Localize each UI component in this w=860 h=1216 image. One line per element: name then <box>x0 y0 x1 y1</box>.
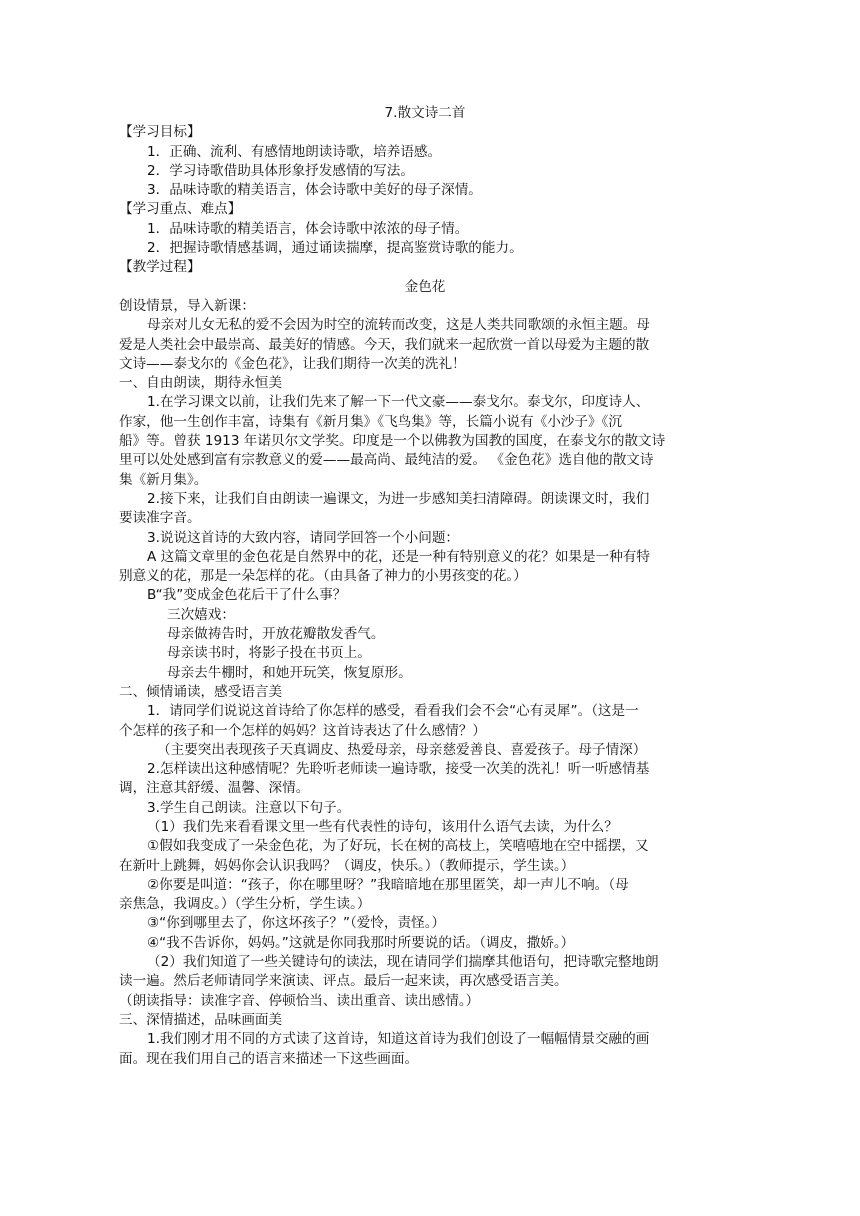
body-line: 1.在学习课文以前，让我们先来了解一下一代文豪——泰戈尔。泰戈尔，印度诗人、 <box>147 394 650 411</box>
body-line: ②你要是叫道：“孩子，你在哪里呀？”我暗暗地在那里匿笑，却一声儿不响。（母 <box>147 876 629 893</box>
objective-item: 2．学习诗歌借助具体形象抒发感情的写法。 <box>147 162 414 179</box>
process-heading: 【教学过程】 <box>119 259 201 276</box>
objective-item: 1．正确、流利、有感情地朗读诗歌，培养语感。 <box>147 143 442 160</box>
body-line: 船》等。曾获 1913 年诺贝尔文学奖。印度是一个以佛教为国教的国度，在泰戈尔的散文诗 <box>119 433 666 450</box>
body-line: 爱是人类社会中最崇高、最美好的情感。今天，我们就来一起欣赏一首以母爱为主题的散 <box>119 336 650 353</box>
body-line: 作家，他一生创作丰富，诗集有《新月集》《飞鸟集》等，长篇小说有《小沙子》《沉 <box>119 413 622 430</box>
body-line: B“我”变成金色花后干了什么事？ <box>147 587 347 604</box>
body-line: （主要突出表现孩子天真调皮、热爱母亲，母亲慈爱善良、喜爱孩子。母子情深） <box>157 741 647 758</box>
section-heading: 一、自由朗读，期待永恒美 <box>119 375 283 392</box>
body-line: 3.学生自己朗读。注意以下句子。 <box>147 799 351 816</box>
body-line: 3.说说这首诗的大致内容，请同学回答一个小问题： <box>147 529 460 546</box>
body-line: 母亲去牛棚时，和她开玩笑，恢复原形。 <box>167 664 412 681</box>
body-line: 亲焦急，我调皮。）（学生分析，学生读。） <box>119 896 371 913</box>
body-line: A 这篇文章里的金色花是自然界中的花，还是一种有特别意义的花？如果是一种有特 <box>147 548 650 565</box>
focus-item: 1．品味诗歌的精美语言，体会诗歌中浓浓的母子情。 <box>147 220 469 237</box>
body-line: 1．请同学们说说这首诗给了你怎样的感受，看看我们会不会“心有灵犀”。（这是一 <box>147 703 639 720</box>
body-line: 读一遍。然后老师请同学来演读、评点。最后一起来读，再次感受语言美。 <box>119 973 568 990</box>
body-line: 2.接下来，让我们自由朗读一遍课文，为进一步感知美扫清障碍。朗读课文时，我们 <box>147 490 650 507</box>
document-content <box>119 104 731 1069</box>
body-line: 别意义的花，那是一朵怎样的花。（由具备了神力的小男孩变的花。） <box>119 568 527 585</box>
body-line: 母亲做祷告时，开放花瓣散发香气。 <box>167 626 385 643</box>
document-title: 7.散文诗二首 <box>384 105 466 121</box>
body-line: ①假如我变成了一朵金色花，为了好玩，长在树的高枝上，笑嘻嘻地在空中摇摆，又 <box>147 838 649 855</box>
body-line: 在新叶上跳舞，妈妈你会认识我吗？（调皮，快乐。）（教师提示，学生读。） <box>119 857 575 874</box>
body-line: 1.我们刚才用不同的方式读了这首诗，知道这首诗为我们创设了一幅幅情景交融的画 <box>147 1031 650 1048</box>
body-line: 三次嬉戏： <box>167 606 235 623</box>
body-line: ③“你到哪里去了，你这坏孩子？”（爱怜，责怪。） <box>147 915 446 932</box>
body-line: 母亲读书时，将影子投在书页上。 <box>167 645 371 662</box>
body-line: 调，注意其舒缓、温馨、深情。 <box>119 780 310 797</box>
objective-item: 3．品味诗歌的精美语言，体会诗歌中美好的母子深情。 <box>147 182 482 199</box>
body-line: 集《新月集》。 <box>119 471 208 488</box>
objectives-heading: 【学习目标】 <box>119 124 201 141</box>
body-line: （2）我们知道了一些关键诗句的读法，现在请同学们揣摩其他语句，把诗歌完整地朗 <box>147 954 659 971</box>
body-line: 个怎样的孩子和一个怎样的妈妈？这首诗表达了什么感情？） <box>119 722 487 739</box>
body-line: 母亲对儿女无私的爱不会因为时空的流转而改变，这是人类共同歌颂的永恒主题。母 <box>147 317 650 334</box>
body-line: 文诗——泰戈尔的《金色花》，让我们期待一次美的洗礼！ <box>119 355 466 372</box>
body-line: （1）我们先来看看课文里一些有代表性的诗句，该用什么语气去读，为什么？ <box>147 818 618 835</box>
section-heading: 二、倾情诵读，感受语言美 <box>119 683 283 700</box>
body-line: 要读准字音。 <box>119 510 201 527</box>
body-line: 创设情景，导入新课： <box>119 297 255 314</box>
focus-heading: 【学习重点、难点】 <box>119 201 242 218</box>
focus-item: 2．把握诗歌情感基调，通过诵读揣摩，提高鉴赏诗歌的能力。 <box>147 240 523 257</box>
poem-title: 金色花 <box>404 278 446 295</box>
body-line: ④“我不告诉你，妈妈。”这就是你同我那时所要说的话。（调皮，撒娇。） <box>147 934 575 951</box>
body-line: 里可以处处感到富有宗教意义的爱——最高尚、最纯洁的爱。 《金色花》选自他的散文诗 <box>119 452 654 469</box>
body-line: （朗读指导：读准字音、停顿恰当、读出重音、读出感情。） <box>119 992 480 1009</box>
body-line: 2.怎样读出这种感情呢？先聆听老师读一遍诗歌，接受一次美的洗礼！听一听感情基 <box>147 761 650 778</box>
section-heading: 三、深情描述，品味画面美 <box>119 1011 283 1028</box>
body-line: 面。现在我们用自己的语言来描述一下这些画面。 <box>119 1050 419 1067</box>
